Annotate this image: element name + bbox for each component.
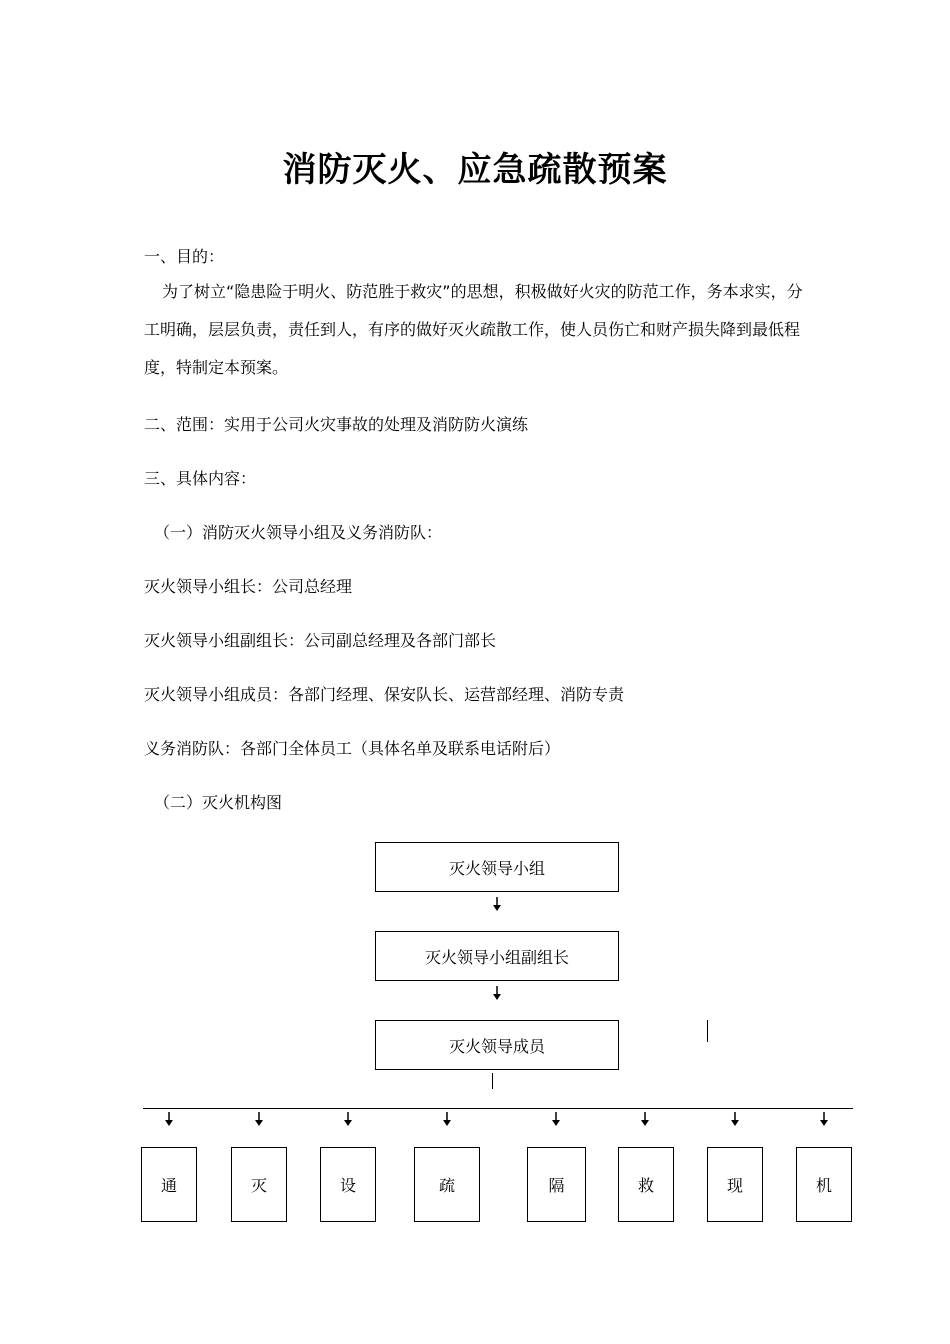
scope-line: 二、范围：实用于公司火灾事故的处理及消防防火演练 [144,415,529,434]
down-arrow-icon [550,1112,562,1126]
down-arrow-icon [818,1112,830,1126]
connector-line [492,1073,493,1089]
leader-line: 灭火领导小组长：公司总经理 [144,577,353,596]
page-title: 消防灭火、应急疏散预案 [282,150,668,190]
org-box-leader: 灭火领导小组 [375,842,619,892]
volunteers-line: 义务消防队：各部门全体员工（具体名单及联系电话附后） [144,739,561,758]
down-arrow-icon [491,897,503,911]
down-arrow-icon [491,986,503,1000]
org-box-members: 灭火领导成员 [375,1020,619,1070]
down-arrow-icon [253,1112,265,1126]
subsection-2-heading: （二）灭火机构图 [154,793,283,812]
vice-leader-line: 灭火领导小组副组长：公司副总经理及各部门部长 [144,631,497,650]
team-box: 疏 [414,1147,480,1222]
down-arrow-icon [729,1112,741,1126]
down-arrow-icon [342,1112,354,1126]
branch-line [143,1108,853,1109]
content-heading: 三、具体内容： [144,469,257,488]
team-box: 救 [618,1147,674,1222]
down-arrow-icon [441,1112,453,1126]
purpose-heading: 一、目的： [144,247,225,266]
purpose-paragraph: 为了树立“隐患险于明火、防范胜于救灾”的思想，积极做好火灾的防范工作，务本求实，分工明确，层层负责，责任到人，有序的做好灭火疏散工作，使人员伤亡和财产损失降到最低程度，特制定本预案。 [144,282,803,377]
subsection-1-heading: （一）消防灭火领导小组及义务消防队： [154,523,443,542]
team-box: 设 [320,1147,376,1222]
down-arrow-icon [163,1112,175,1126]
connector-line [707,1020,708,1042]
team-box: 灭 [231,1147,287,1222]
team-box: 机 [796,1147,852,1222]
team-box: 通 [141,1147,197,1222]
team-box: 现 [707,1147,763,1222]
down-arrow-icon [639,1112,651,1126]
team-box: 隔 [527,1147,586,1222]
org-box-vice-leader: 灭火领导小组副组长 [375,931,619,981]
members-line: 灭火领导小组成员：各部门经理、保安队长、运营部经理、消防专责 [144,685,625,704]
